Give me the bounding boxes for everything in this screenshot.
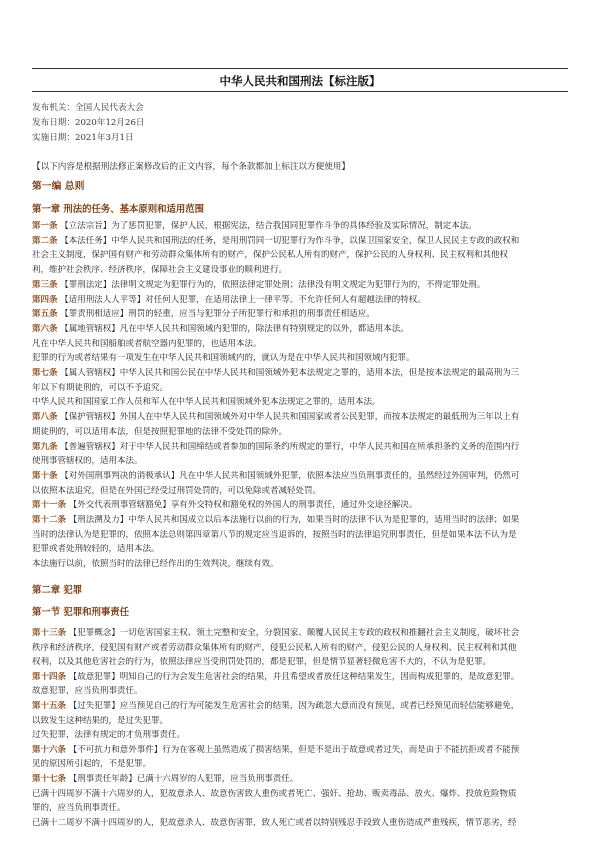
- article-text: 【本法任务】中华人民共和国刑法的任务，是用刑罚同一切犯罪行为作斗争，以保卫国家安全，保卫人民民主专政的政权和: [60, 235, 520, 246]
- article-number: 第十三条: [32, 628, 67, 638]
- chapter-heading: 第二章 犯罪: [32, 585, 83, 596]
- text-line: [32, 818, 572, 829]
- article-number: 第八条: [32, 412, 58, 423]
- text-line: [32, 701, 572, 712]
- article-text: 过失犯罪，法律有规定的才负刑事责任。: [32, 730, 186, 741]
- top-rule: [32, 68, 568, 69]
- text-line: [32, 250, 572, 261]
- article-text: 【外交代表刑事管辖豁免】享有外交特权和豁免权的外国人的刑事责任，通过外交途径解决。: [68, 500, 418, 511]
- text-line: [32, 368, 572, 379]
- article-text: 【对外国刑事判决的消极承认】凡在中华人民共和国领域外犯罪，依照本法应当负刑事责任的，虽然经过外国审判，仍然可: [60, 470, 520, 481]
- article-text: 【属人管辖权】中华人民共和国公民在中华人民共和国领域外犯本法规定之罪的，适用本法，但是按本法规定的最高刑为三: [60, 368, 520, 378]
- article-number: 第十二条: [32, 515, 67, 525]
- article-text: 犯罪的行为或者结果有一项发生在中华人民共和国领域内的，就认为是在中华人民共和国领域内犯罪。: [32, 353, 415, 364]
- article-number: 第六条: [32, 323, 58, 334]
- text-line: [32, 803, 572, 814]
- article-number: 第七条: [32, 368, 58, 378]
- article-text: 罪的，应当负刑事责任。: [32, 803, 126, 814]
- article-text: 【罪责刑相适应】刑罚的轻重，应当与犯罪分子所犯罪行和承担的刑事责任相适应。: [60, 309, 375, 320]
- article-number: 第十一条: [32, 500, 67, 511]
- article-text: 期徒刑的，可以适用本法，但是按照犯罪地的法律不受处罚的除外。: [32, 426, 288, 437]
- article-text: 秩序和经济秩序，侵犯国有财产或者劳动群众集体所有的财产，侵犯公民私人所有的财产，侵犯公民的人身权利、民主权利和其他: [32, 642, 517, 653]
- article-text: 已满十四周岁不满十六周岁的人，犯故意杀人、故意伤害致人重伤或者死亡、强奸、抢劫、贩卖毒品、放火、爆炸、投放危险物质: [32, 788, 517, 799]
- meta-publisher: 发布机关：全国人民代表大会: [32, 103, 144, 113]
- article-text: 【适用刑法人人平等】对任何人犯罪，在适用法律上一律平等。不允许任何人有超越法律的特权。: [60, 294, 426, 305]
- text-line: [32, 280, 572, 291]
- meta-publish-date: 发布日期：2020年12月26日: [32, 118, 145, 128]
- text-line: [32, 530, 572, 541]
- article-text: 【普遍管辖权】对于中华人民共和国缔结或者参加的国际条约所规定的罪行，中华人民共和国在所承担条约义务的范围内行: [60, 441, 520, 452]
- text-line: [32, 759, 572, 770]
- text-line: [32, 383, 572, 394]
- text-line: [32, 397, 572, 408]
- text-line: [32, 295, 572, 306]
- text-line: [32, 412, 572, 423]
- article-text: 【犯罪概念】一切危害国家主权、领土完整和安全，分裂国家、颠覆人民民主专政的政权和推翻社会主义制度，破坏社会: [68, 628, 520, 638]
- article-text: 【刑事责任年龄】已满十六周岁的人犯罪，应当负刑事责任。: [68, 774, 299, 784]
- article-text: 年以下有期徒刑的，可以不予追究。: [32, 382, 169, 393]
- article-number: 第十条: [32, 470, 58, 481]
- article-number: 第十四条: [32, 671, 67, 682]
- text-line: [32, 745, 572, 756]
- article-text: 犯罪或者处刑较轻的，适用本法。: [32, 544, 160, 555]
- text-line: [32, 486, 572, 497]
- part-heading: 第一编 总则: [32, 181, 85, 192]
- article-text: 中华人民共和国国家工作人员和军人在中华人民共和国领域外犯本法规定之罪的，适用本法。: [32, 397, 381, 408]
- article-text: 权利，以及其他危害社会的行为，依照法律应当受刑罚处罚的，都是犯罪，但是情节显著轻微危害不大的，不认为是犯罪。: [32, 657, 492, 668]
- article-text: 【不可抗力和意外事件】行为在客观上虽然造成了损害结果，但是不是出于故意或者过失，而是由于不能抗拒或者不能预: [68, 744, 520, 755]
- article-text: 故意犯罪，应当负刑事责任。: [32, 686, 143, 697]
- article-number: 第三条: [32, 279, 58, 290]
- article-text: 社会主义制度，保护国有财产和劳动群众集体所有的财产，保护公民私人所有的财产，保护公民的人身权利、民主权利和其他权: [32, 250, 509, 261]
- text-line: [32, 643, 572, 654]
- text-line: [32, 353, 572, 364]
- document-note: 【以下内容是根据刑法修正案修改后的正文内容，每个条款都加上标注以方便使用】: [32, 162, 350, 172]
- text-line: [32, 221, 572, 232]
- text-line: [32, 672, 572, 683]
- text-line: [32, 471, 572, 482]
- article-text: 【立法宗旨】为了惩罚犯罪，保护人民，根据宪法，结合我国同犯罪作斗争的具体经验及实际情况，制定本法。: [60, 221, 477, 231]
- article-text: 利，维护社会秩序、经济秩序，保障社会主义建设事业的顺利进行。: [32, 265, 288, 276]
- text-line: [32, 657, 572, 668]
- article-text: 见的原因所引起的，不是犯罪。: [32, 759, 152, 770]
- article-text: 【过失犯罪】应当预见自己的行为可能发生危害社会的结果，因为疏忽大意而没有预见，或者已经预见而轻信能够避免，: [68, 701, 520, 711]
- article-number: 第十六条: [32, 744, 67, 755]
- text-line: [32, 774, 572, 785]
- text-line: [32, 236, 572, 247]
- chapter-heading: 第一章 刑法的任务、基本原则和适用范围: [32, 204, 205, 215]
- text-line: [32, 730, 572, 741]
- article-number: 第十五条: [32, 701, 67, 711]
- text-line: [32, 265, 572, 276]
- article-text: 【保护管辖权】外国人在中华人民共和国领域外对中华人民共和国国家或者公民犯罪，而按本法规定的最低刑为三年以上有: [60, 412, 520, 423]
- text-line: [32, 456, 572, 467]
- article-text: 已满十二周岁不满十四周岁的人，犯故意杀人、故意伤害罪，致人死亡或者以特别残忍手段致人重伤造成严重残疾，情节恶劣，经: [32, 817, 517, 828]
- article-number: 第四条: [32, 294, 58, 305]
- text-line: [32, 339, 572, 350]
- title-rule: [32, 91, 568, 92]
- text-line: [32, 515, 572, 526]
- meta-effective-date: 实施日期：2021年3月1日: [32, 133, 134, 143]
- text-line: [32, 544, 572, 555]
- article-text: 使刑事管辖权的，适用本法。: [32, 456, 143, 467]
- text-line: [32, 628, 572, 639]
- article-number: 第五条: [32, 309, 58, 320]
- article-text: 【属地管辖权】凡在中华人民共和国领域内犯罪的，除法律有特别规定的以外，都适用本法。: [60, 323, 409, 334]
- article-number: 第十七条: [32, 774, 67, 784]
- article-number: 第二条: [32, 235, 58, 246]
- article-text: 【刑法溯及力】中华人民共和国成立以后本法施行以前的行为，如果当时的法律不认为是犯罪的，适用当时的法律；如果: [68, 515, 520, 525]
- article-text: 【罪刑法定】法律明文规定为犯罪行为的，依照法律定罪处刑；法律没有明文规定为犯罪行为的，不得定罪处刑。: [60, 279, 486, 290]
- text-line: [32, 309, 572, 320]
- article-text: 【故意犯罪】明知自己的行为会发生危害社会的结果，并且希望或者放任这种结果发生，因而构成犯罪的，是故意犯罪。: [68, 671, 520, 682]
- text-line: [32, 500, 572, 511]
- article-number: 第九条: [32, 441, 58, 452]
- text-line: [32, 789, 572, 800]
- text-line: [32, 559, 572, 570]
- article-text: 凡在中华人民共和国船舶或者航空器内犯罪的，也适用本法。: [32, 338, 262, 349]
- article-text: 当时的法律认为是犯罪的，依照本法总则第四章第八节的规定应当追诉的，按照当时的法律追究刑事责任，但是如果本法不认为是: [32, 529, 517, 540]
- text-line: [32, 442, 572, 453]
- article-text: 以依照本法追究，但是在外国已经受过刑罚处罚的，可以免除或者减轻处罚。: [32, 485, 322, 496]
- article-number: 第一条: [32, 221, 58, 231]
- text-line: [32, 427, 572, 438]
- section-heading: 第一节 犯罪和刑事责任: [32, 607, 130, 618]
- text-line: [32, 324, 572, 335]
- document-title: 中华人民共和国刑法【标注版】: [219, 74, 381, 88]
- article-text: 以致发生这种结果的，是过失犯罪。: [32, 715, 169, 726]
- text-line: [32, 716, 572, 727]
- article-text: 本法施行以前，依照当时的法律已经作出的生效判决，继续有效。: [32, 559, 279, 570]
- text-line: [32, 686, 572, 697]
